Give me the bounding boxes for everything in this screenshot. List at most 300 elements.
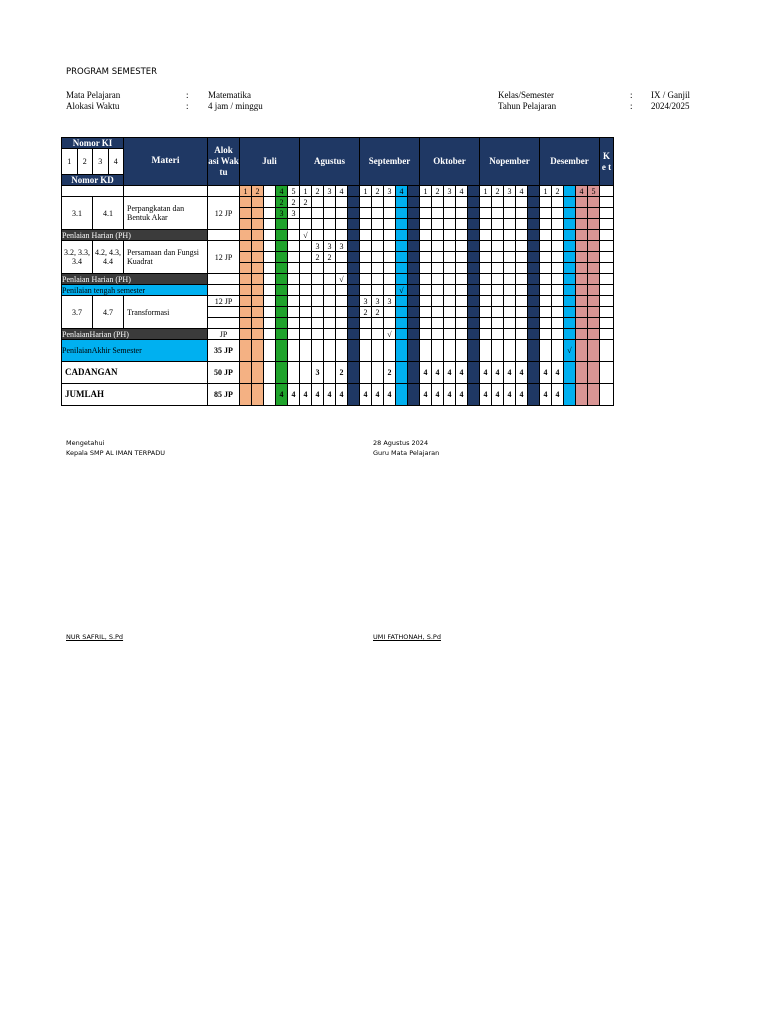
pas-row-label: PenilaianAkhir Semester: [62, 340, 208, 362]
kd-code: 4.1: [93, 197, 124, 230]
week-cell: [420, 285, 432, 296]
week-cell: [576, 329, 588, 340]
week-cell: [276, 230, 288, 241]
month-header: September: [360, 138, 420, 186]
week-cell: 3: [324, 241, 336, 252]
week-cell: [348, 340, 360, 362]
week-cell: [264, 340, 276, 362]
week-cell: [396, 384, 408, 406]
week-cell: [492, 340, 504, 362]
week-cell: [432, 340, 444, 362]
blank: [208, 285, 240, 296]
week-cell: [252, 307, 264, 318]
week-cell: [336, 197, 348, 208]
week-cell: [420, 318, 432, 329]
week-cell: [492, 307, 504, 318]
ket-cell: [600, 362, 614, 384]
week-cell: [564, 252, 576, 263]
week-cell: [444, 241, 456, 252]
week-cell: [468, 219, 480, 230]
week-cell: 4: [324, 384, 336, 406]
week-cell: 4: [492, 362, 504, 384]
week-cell: [456, 197, 468, 208]
week-cell: [252, 362, 264, 384]
week-number: 3: [504, 186, 516, 197]
week-cell: [492, 263, 504, 274]
week-cell: [540, 208, 552, 219]
week-cell: [588, 197, 600, 208]
week-cell: [576, 296, 588, 307]
week-cell: 4: [432, 362, 444, 384]
week-cell: [492, 296, 504, 307]
meta-seps-right: [630, 90, 633, 112]
week-cell: [468, 318, 480, 329]
week-cell: [516, 318, 528, 329]
week-cell: [348, 285, 360, 296]
week-cell: √: [300, 230, 312, 241]
week-cell: [384, 274, 396, 285]
week-cell: [420, 329, 432, 340]
week-cell: [444, 340, 456, 362]
week-cell: [456, 318, 468, 329]
week-cell: 4: [540, 384, 552, 406]
week-cell: [576, 318, 588, 329]
week-number: 4: [276, 186, 288, 197]
week-cell: [336, 340, 348, 362]
week-cell: [420, 241, 432, 252]
week-number: 4: [456, 186, 468, 197]
week-cell: [528, 329, 540, 340]
nomor-ki-header: Nomor KI: [62, 138, 124, 149]
week-cell: √: [564, 340, 576, 362]
ket-cell: [600, 252, 614, 263]
week-cell: [540, 274, 552, 285]
week-cell: [240, 318, 252, 329]
week-cell: [348, 208, 360, 219]
week-cell: [564, 197, 576, 208]
week-cell: [588, 208, 600, 219]
week-cell: [264, 362, 276, 384]
week-cell: [432, 329, 444, 340]
week-number: 1: [300, 186, 312, 197]
week-cell: [276, 285, 288, 296]
week-cell: [300, 318, 312, 329]
meta-label-time: Alokasi Waktu: [66, 101, 120, 111]
week-cell: [552, 340, 564, 362]
week-cell: [384, 340, 396, 362]
week-cell: [552, 208, 564, 219]
week-cell: [552, 219, 564, 230]
week-cell: [312, 318, 324, 329]
week-cell: [360, 362, 372, 384]
week-cell: [420, 197, 432, 208]
week-cell: 4: [420, 362, 432, 384]
week-cell: [588, 384, 600, 406]
week-cell: [408, 362, 420, 384]
topic-name: Perpangkatan dan Bentuk Akar: [124, 197, 208, 230]
week-cell: [252, 296, 264, 307]
week-cell: [504, 296, 516, 307]
week-cell: [588, 274, 600, 285]
week-cell: [564, 241, 576, 252]
week-cell: 4: [516, 362, 528, 384]
week-cell: [552, 197, 564, 208]
week-cell: 2: [372, 307, 384, 318]
week-cell: [456, 340, 468, 362]
week-cell: [240, 230, 252, 241]
week-cell: [432, 197, 444, 208]
week-cell: [324, 197, 336, 208]
week-cell: [528, 219, 540, 230]
week-cell: [492, 274, 504, 285]
week-cell: 2: [384, 362, 396, 384]
week-cell: [432, 219, 444, 230]
week-cell: [324, 307, 336, 318]
week-cell: [564, 318, 576, 329]
jumlah-label: JUMLAH: [62, 384, 208, 406]
week-cell: [396, 241, 408, 252]
week-cell: [432, 307, 444, 318]
week-cell: [588, 230, 600, 241]
week-cell: 3: [312, 362, 324, 384]
week-cell: [300, 329, 312, 340]
week-cell: [372, 329, 384, 340]
week-cell: [540, 285, 552, 296]
week-cell: [552, 241, 564, 252]
week-cell: [384, 241, 396, 252]
week-cell: [312, 329, 324, 340]
week-cell: 4: [420, 384, 432, 406]
ki-code: 3.2, 3.3, 3.4: [62, 241, 93, 274]
week-cell: [564, 208, 576, 219]
week-cell: [360, 252, 372, 263]
week-cell: [420, 252, 432, 263]
week-cell: [576, 362, 588, 384]
week-cell: [528, 274, 540, 285]
week-cell: [564, 296, 576, 307]
week-cell: [336, 263, 348, 274]
week-cell: √: [336, 274, 348, 285]
week-cell: [540, 318, 552, 329]
week-cell: [360, 241, 372, 252]
meta-value-time: 4 jam / minggu: [208, 101, 263, 111]
week-cell: [540, 219, 552, 230]
week-cell: [348, 384, 360, 406]
week-cell: [432, 241, 444, 252]
week-cell: [564, 384, 576, 406]
week-number: [408, 186, 420, 197]
ph-row-label: PenlaianHarian (PH): [62, 329, 208, 340]
week-cell: [588, 285, 600, 296]
week-cell: [240, 329, 252, 340]
week-cell: [408, 296, 420, 307]
signature-right: [373, 438, 439, 458]
week-number: 1: [540, 186, 552, 197]
week-cell: [372, 197, 384, 208]
week-number: 3: [444, 186, 456, 197]
week-cell: [588, 340, 600, 362]
week-cell: [240, 219, 252, 230]
week-cell: [420, 274, 432, 285]
week-cell: [492, 252, 504, 263]
week-cell: [504, 285, 516, 296]
week-cell: 4: [552, 362, 564, 384]
meta-label-subject: Mata Pelajaran: [66, 90, 121, 100]
ket-cell: [600, 241, 614, 252]
week-cell: [588, 307, 600, 318]
week-cell: [252, 285, 264, 296]
week-cell: [504, 307, 516, 318]
week-cell: 3: [312, 241, 324, 252]
week-cell: [276, 329, 288, 340]
week-cell: [576, 263, 588, 274]
week-cell: [552, 252, 564, 263]
week-cell: [264, 263, 276, 274]
week-cell: [276, 362, 288, 384]
week-cell: [564, 274, 576, 285]
week-cell: [576, 241, 588, 252]
week-number: 2: [492, 186, 504, 197]
alokasi-header: Alok asi Wak tu: [208, 138, 240, 186]
week-cell: [240, 263, 252, 274]
week-cell: [264, 384, 276, 406]
ket-cell: [600, 285, 614, 296]
week-cell: [276, 307, 288, 318]
week-cell: [300, 208, 312, 219]
week-cell: [516, 208, 528, 219]
week-cell: 4: [456, 362, 468, 384]
week-cell: [408, 241, 420, 252]
week-cell: [324, 274, 336, 285]
week-cell: [420, 296, 432, 307]
week-cell: [276, 296, 288, 307]
kd-code: 4.7: [93, 296, 124, 329]
week-cell: [408, 384, 420, 406]
week-cell: [372, 285, 384, 296]
week-cell: [408, 318, 420, 329]
week-cell: [468, 307, 480, 318]
week-cell: 4: [336, 384, 348, 406]
week-cell: [480, 208, 492, 219]
week-cell: [480, 285, 492, 296]
week-cell: [504, 329, 516, 340]
week-cell: [276, 274, 288, 285]
week-cell: [540, 252, 552, 263]
week-cell: [456, 219, 468, 230]
ki-number: 3: [93, 149, 109, 174]
week-cell: [432, 296, 444, 307]
week-cell: [348, 307, 360, 318]
meta-value-class: IX / Ganjil: [651, 90, 690, 100]
week-cell: [576, 197, 588, 208]
week-cell: [312, 263, 324, 274]
week-cell: 4: [312, 384, 324, 406]
ket-cell: [600, 329, 614, 340]
week-cell: [288, 274, 300, 285]
week-cell: [504, 274, 516, 285]
topic-jp: 12 JP: [208, 296, 240, 307]
week-cell: [300, 252, 312, 263]
week-cell: 2: [312, 252, 324, 263]
week-cell: [396, 318, 408, 329]
week-cell: [552, 318, 564, 329]
week-cell: [396, 219, 408, 230]
week-cell: [516, 263, 528, 274]
week-cell: [372, 208, 384, 219]
week-number: 2: [312, 186, 324, 197]
meta-seps-left: [186, 90, 189, 112]
meta-values-left: [208, 90, 263, 112]
week-cell: [540, 296, 552, 307]
week-cell: [372, 252, 384, 263]
week-cell: [588, 252, 600, 263]
week-cell: [456, 307, 468, 318]
week-cell: [576, 219, 588, 230]
signature-left: [66, 438, 165, 458]
pas-jp: 35 JP: [208, 340, 240, 362]
week-cell: [492, 197, 504, 208]
week-cell: [540, 307, 552, 318]
meta-sep: :: [186, 90, 189, 100]
week-cell: [240, 274, 252, 285]
week-number: 4: [336, 186, 348, 197]
week-cell: [288, 318, 300, 329]
week-cell: [264, 285, 276, 296]
week-cell: [528, 208, 540, 219]
week-cell: [360, 274, 372, 285]
week-cell: [492, 285, 504, 296]
week-cell: 4: [504, 384, 516, 406]
week-cell: [480, 230, 492, 241]
materi-header: Materi: [124, 138, 208, 186]
week-cell: [492, 219, 504, 230]
week-cell: [504, 197, 516, 208]
week-cell: [312, 197, 324, 208]
blank: [208, 274, 240, 285]
blank: [208, 307, 240, 318]
week-cell: [384, 252, 396, 263]
week-cell: [480, 197, 492, 208]
week-cell: [552, 329, 564, 340]
week-cell: [348, 197, 360, 208]
week-cell: [300, 362, 312, 384]
week-cell: [444, 197, 456, 208]
week-cell: [252, 219, 264, 230]
ph-row-label: Penlaian Harian (PH): [62, 274, 208, 285]
week-cell: [432, 208, 444, 219]
week-cell: 4: [540, 362, 552, 384]
week-cell: [240, 252, 252, 263]
week-cell: [384, 307, 396, 318]
ki-number: 4: [113, 157, 118, 166]
week-cell: [396, 274, 408, 285]
week-cell: [276, 219, 288, 230]
week-cell: [276, 241, 288, 252]
week-number: [264, 186, 276, 197]
week-cell: [432, 263, 444, 274]
week-cell: [468, 340, 480, 362]
week-cell: 4: [480, 384, 492, 406]
ket-cell: [600, 274, 614, 285]
week-cell: 4: [384, 384, 396, 406]
week-cell: 2: [324, 252, 336, 263]
week-cell: [516, 230, 528, 241]
week-cell: [480, 274, 492, 285]
week-cell: 4: [360, 384, 372, 406]
week-cell: [276, 340, 288, 362]
week-cell: [348, 362, 360, 384]
week-cell: [516, 307, 528, 318]
week-cell: [576, 285, 588, 296]
week-cell: [480, 219, 492, 230]
week-cell: [504, 208, 516, 219]
week-cell: [588, 318, 600, 329]
week-cell: [276, 263, 288, 274]
week-cell: [336, 329, 348, 340]
week-cell: 2: [300, 197, 312, 208]
week-cell: 4: [504, 362, 516, 384]
week-cell: [312, 296, 324, 307]
week-cell: [420, 340, 432, 362]
sig-right-name: UMI FATHONAH, S.Pd: [373, 633, 441, 641]
week-cell: [360, 285, 372, 296]
week-cell: [372, 219, 384, 230]
pts-row-label: Penilaian tengah semester: [62, 285, 208, 296]
cadangan-label: CADANGAN: [62, 362, 208, 384]
week-cell: [252, 208, 264, 219]
week-cell: [300, 274, 312, 285]
meta-values-right: [651, 90, 690, 112]
week-cell: [288, 230, 300, 241]
week-cell: [300, 263, 312, 274]
week-cell: [576, 252, 588, 263]
week-cell: [552, 307, 564, 318]
week-cell: [576, 307, 588, 318]
ket-cell: [600, 307, 614, 318]
week-cell: [252, 274, 264, 285]
week-cell: [480, 296, 492, 307]
week-cell: [480, 307, 492, 318]
week-cell: [252, 230, 264, 241]
week-cell: 4: [372, 384, 384, 406]
topic-jp: 12 JP: [208, 241, 240, 274]
kd-blank: [62, 186, 124, 197]
week-cell: 4: [432, 384, 444, 406]
week-cell: [264, 197, 276, 208]
week-cell: √: [396, 285, 408, 296]
week-cell: [396, 263, 408, 274]
week-cell: 2: [360, 307, 372, 318]
week-cell: [528, 362, 540, 384]
week-cell: [312, 208, 324, 219]
ket-cell: [600, 208, 614, 219]
week-cell: [468, 285, 480, 296]
week-cell: [240, 296, 252, 307]
week-cell: [516, 252, 528, 263]
week-cell: [552, 296, 564, 307]
week-cell: [468, 329, 480, 340]
week-cell: 4: [552, 384, 564, 406]
week-cell: [504, 230, 516, 241]
week-cell: [252, 197, 264, 208]
week-cell: [360, 208, 372, 219]
meta-sep: :: [630, 101, 633, 111]
week-cell: [420, 263, 432, 274]
ket-cell: [600, 318, 614, 329]
week-cell: [408, 252, 420, 263]
week-cell: [324, 340, 336, 362]
week-cell: [444, 208, 456, 219]
